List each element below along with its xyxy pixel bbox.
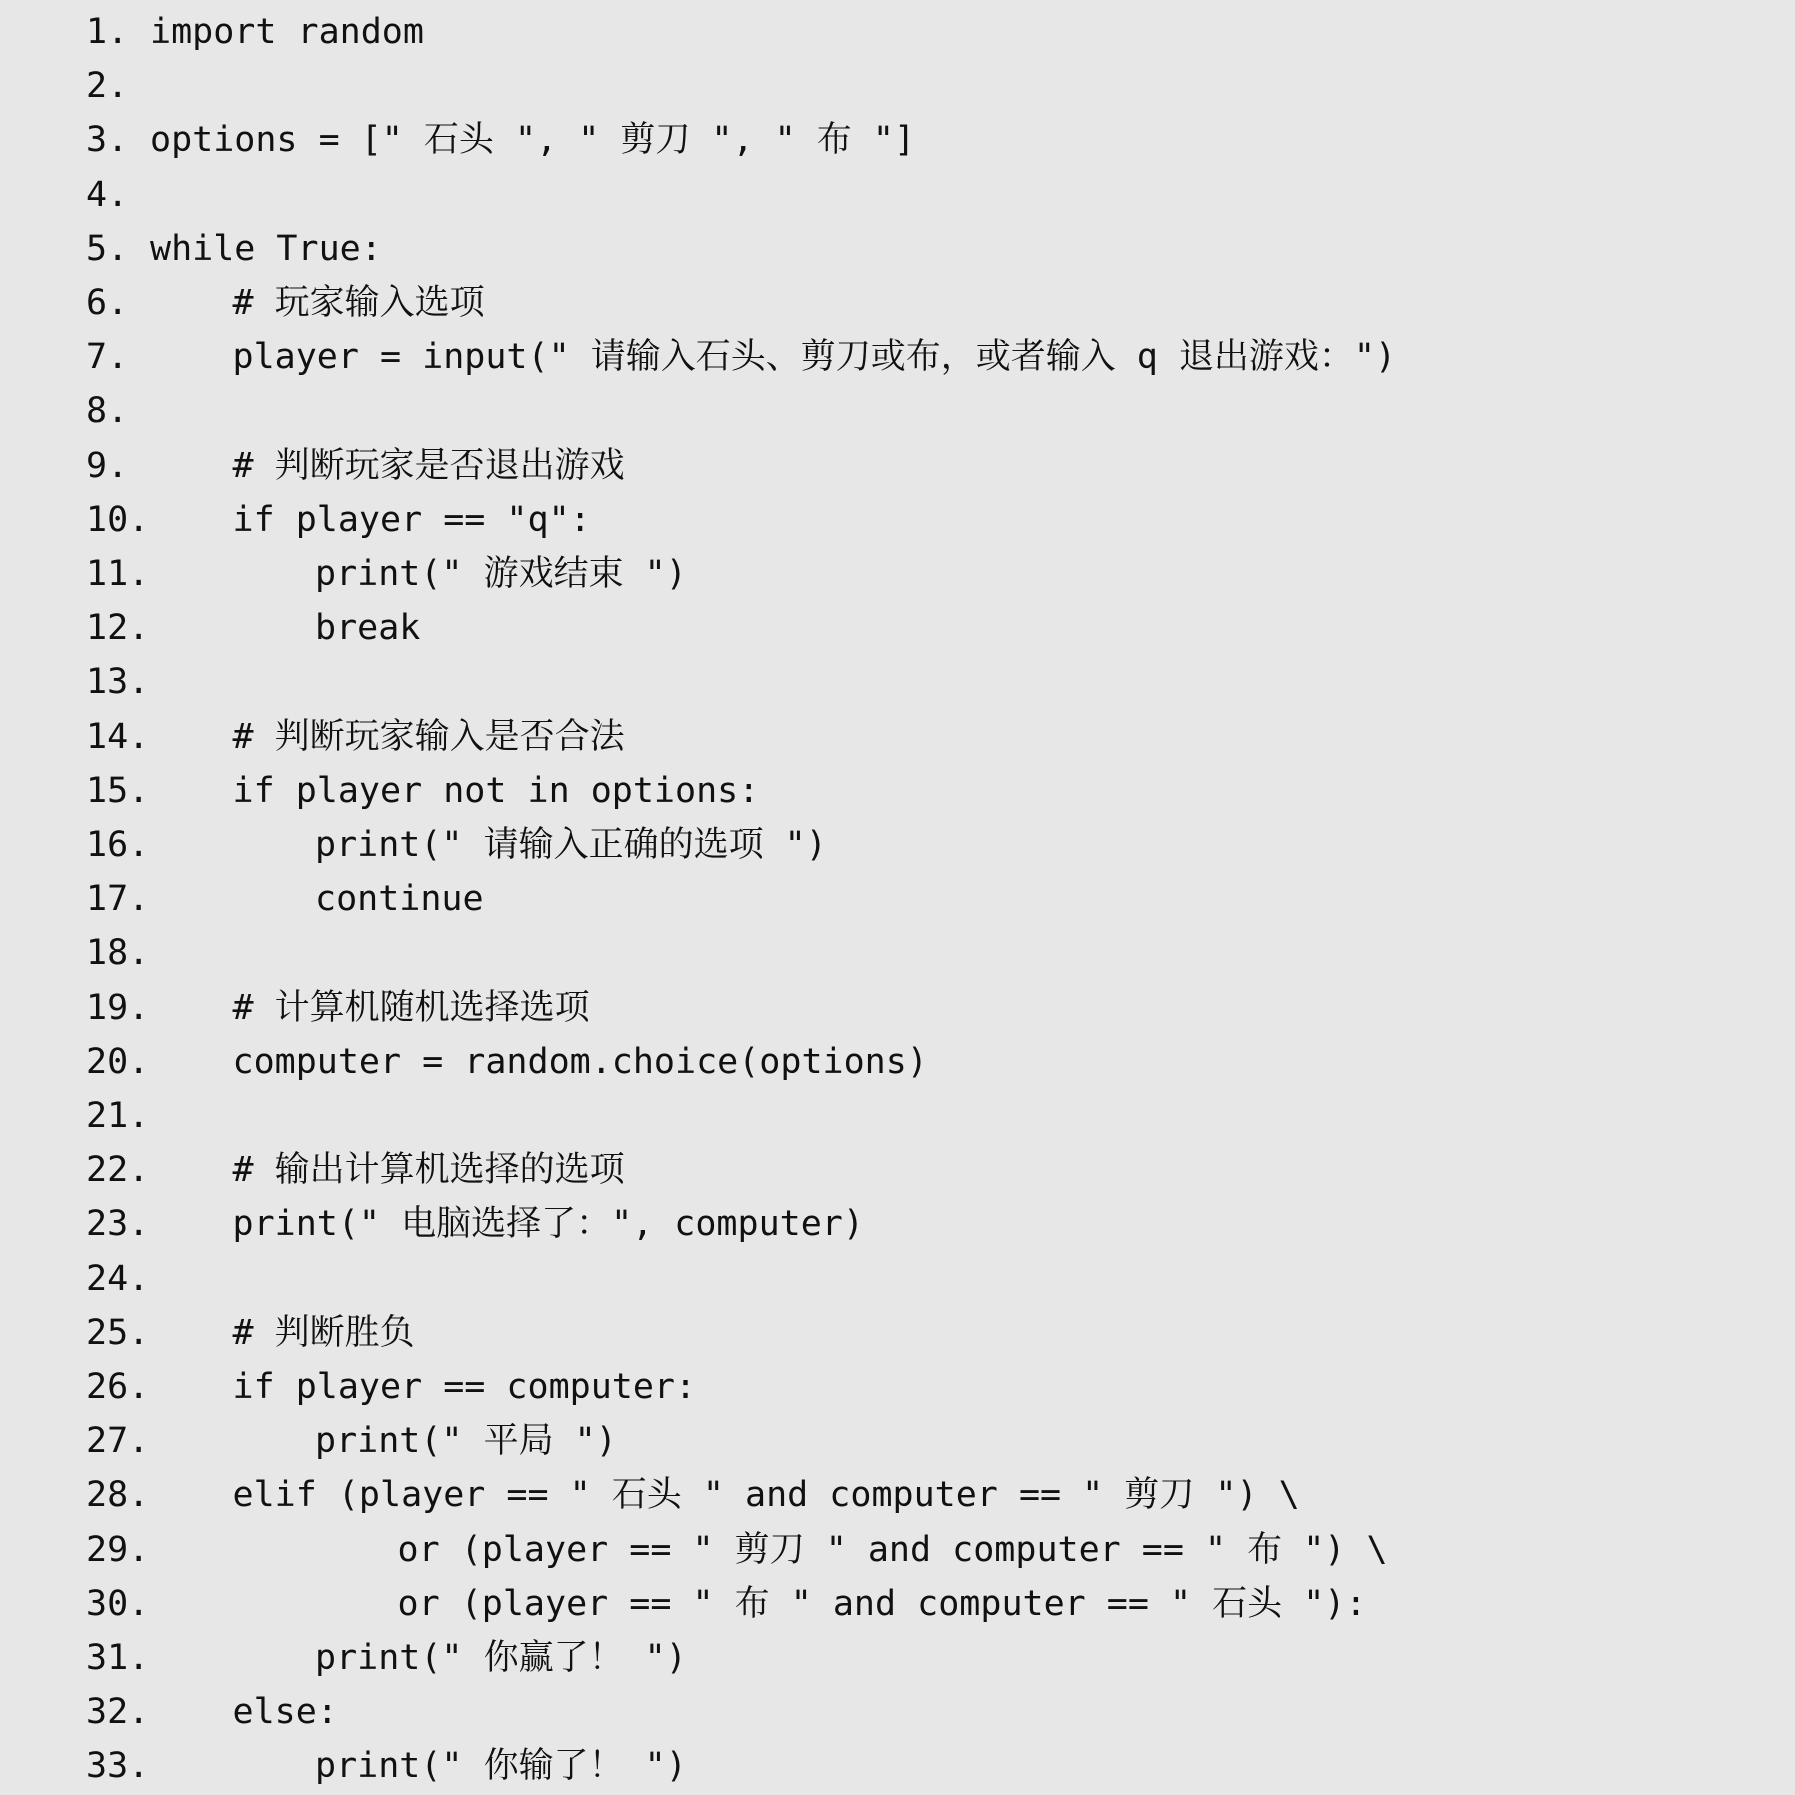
code-line: [0, 1739, 1795, 1793]
code-line: [0, 872, 1795, 926]
line-number: 31.: [86, 1638, 150, 1678]
code-line: [0, 330, 1795, 384]
code-line: [0, 59, 1795, 113]
code-line: [0, 710, 1795, 764]
line-number: 16.: [86, 825, 150, 865]
line-code: while True:: [150, 228, 382, 269]
code-line: [0, 655, 1795, 709]
line-number: 2.: [86, 66, 129, 107]
line-number: 11.: [86, 554, 150, 594]
line-code: computer = random.choice(options): [232, 1041, 928, 1082]
line-code: if player not in options:: [232, 770, 760, 811]
line-code: # 判断玩家输入是否合法: [232, 716, 625, 757]
line-code: if player == computer:: [232, 1367, 697, 1407]
code-line: [0, 1523, 1795, 1577]
code-line: [0, 1631, 1795, 1685]
code-line: [0, 981, 1795, 1035]
code-line: [0, 439, 1795, 493]
line-number: 8.: [86, 391, 129, 432]
line-number: 18.: [86, 933, 150, 974]
line-code: if player == "q":: [232, 499, 591, 540]
code-line: [0, 547, 1795, 601]
code-line: [0, 764, 1795, 818]
line-number: 7.: [86, 337, 129, 378]
line-number: 9.: [86, 445, 129, 486]
line-code: print(" 电脑选择了：", computer): [232, 1204, 864, 1245]
code-line: [0, 1035, 1795, 1089]
code-line: [0, 1197, 1795, 1251]
code-line: [0, 1252, 1795, 1306]
line-code: or (player == " 剪刀 " and computer == " 布 ") \: [397, 1529, 1388, 1570]
line-code: elif (player == " 石头 " and computer == " 剪刀 ") \: [232, 1475, 1300, 1516]
line-number: 24.: [86, 1258, 150, 1299]
line-number: 19.: [86, 987, 150, 1028]
line-number: 20.: [86, 1041, 150, 1082]
code-line: [0, 1089, 1795, 1143]
line-code: player = input(" 请输入石头、剪刀或布，或者输入 q 退出游戏："): [232, 337, 1397, 378]
line-number: 1.: [86, 12, 129, 52]
line-code: print(" 平局 "): [315, 1421, 617, 1462]
line-code: print(" 游戏结束 "): [315, 554, 687, 594]
line-code: or (player == " 布 " and computer == " 石头 "):: [397, 1583, 1367, 1624]
line-code: else:: [232, 1692, 338, 1733]
line-code: continue: [315, 879, 484, 920]
line-code: print(" 请输入正确的选项 "): [315, 825, 827, 865]
line-code: # 计算机随机选择选项: [232, 987, 590, 1028]
line-number: 22.: [86, 1150, 150, 1191]
line-number: 5.: [86, 228, 129, 269]
line-number: 26.: [86, 1367, 150, 1407]
code-line: [0, 818, 1795, 872]
code-line: [0, 926, 1795, 980]
line-code: # 判断胜负: [232, 1312, 415, 1353]
line-number: 29.: [86, 1529, 150, 1570]
code-line: [0, 1414, 1795, 1468]
code-line: [0, 1360, 1795, 1414]
line-number: 32.: [86, 1692, 150, 1733]
line-number: 17.: [86, 879, 150, 920]
line-code: # 输出计算机选择的选项: [232, 1150, 625, 1191]
line-number: 23.: [86, 1204, 150, 1245]
line-number: 4.: [86, 174, 129, 215]
line-code: import random: [150, 12, 424, 52]
line-code: # 玩家输入选项: [232, 283, 485, 323]
code-line: [0, 1143, 1795, 1197]
line-code: options = [" 石头 ", " 剪刀 ", " 布 "]: [150, 120, 916, 161]
line-number: 13.: [86, 662, 150, 703]
line-number: 27.: [86, 1421, 150, 1462]
line-code: print(" 你赢了！ "): [315, 1638, 687, 1678]
code-line: [0, 1577, 1795, 1631]
line-number: 10.: [86, 499, 150, 540]
code-line: [0, 222, 1795, 276]
line-code: print(" 你输了！ "): [315, 1746, 687, 1787]
line-number: 33.: [86, 1746, 150, 1787]
code-line: [0, 1468, 1795, 1522]
code-line: [0, 601, 1795, 655]
code-line: [0, 168, 1795, 222]
line-number: 3.: [86, 120, 129, 161]
line-code: # 判断玩家是否退出游戏: [232, 445, 625, 486]
line-code: break: [315, 608, 421, 649]
line-number: 6.: [86, 283, 129, 323]
code-line: [0, 276, 1795, 330]
line-number: 28.: [86, 1475, 150, 1516]
code-line: [0, 1685, 1795, 1739]
line-number: 25.: [86, 1312, 150, 1353]
line-number: 15.: [86, 770, 150, 811]
line-number: 14.: [86, 716, 150, 757]
code-line: [0, 493, 1795, 547]
code-line: [0, 5, 1795, 59]
line-number: 12.: [86, 608, 150, 649]
code-line: [0, 384, 1795, 438]
code-line: [0, 1306, 1795, 1360]
line-number: 30.: [86, 1583, 150, 1624]
code-line: [0, 113, 1795, 167]
line-number: 21.: [86, 1096, 150, 1136]
